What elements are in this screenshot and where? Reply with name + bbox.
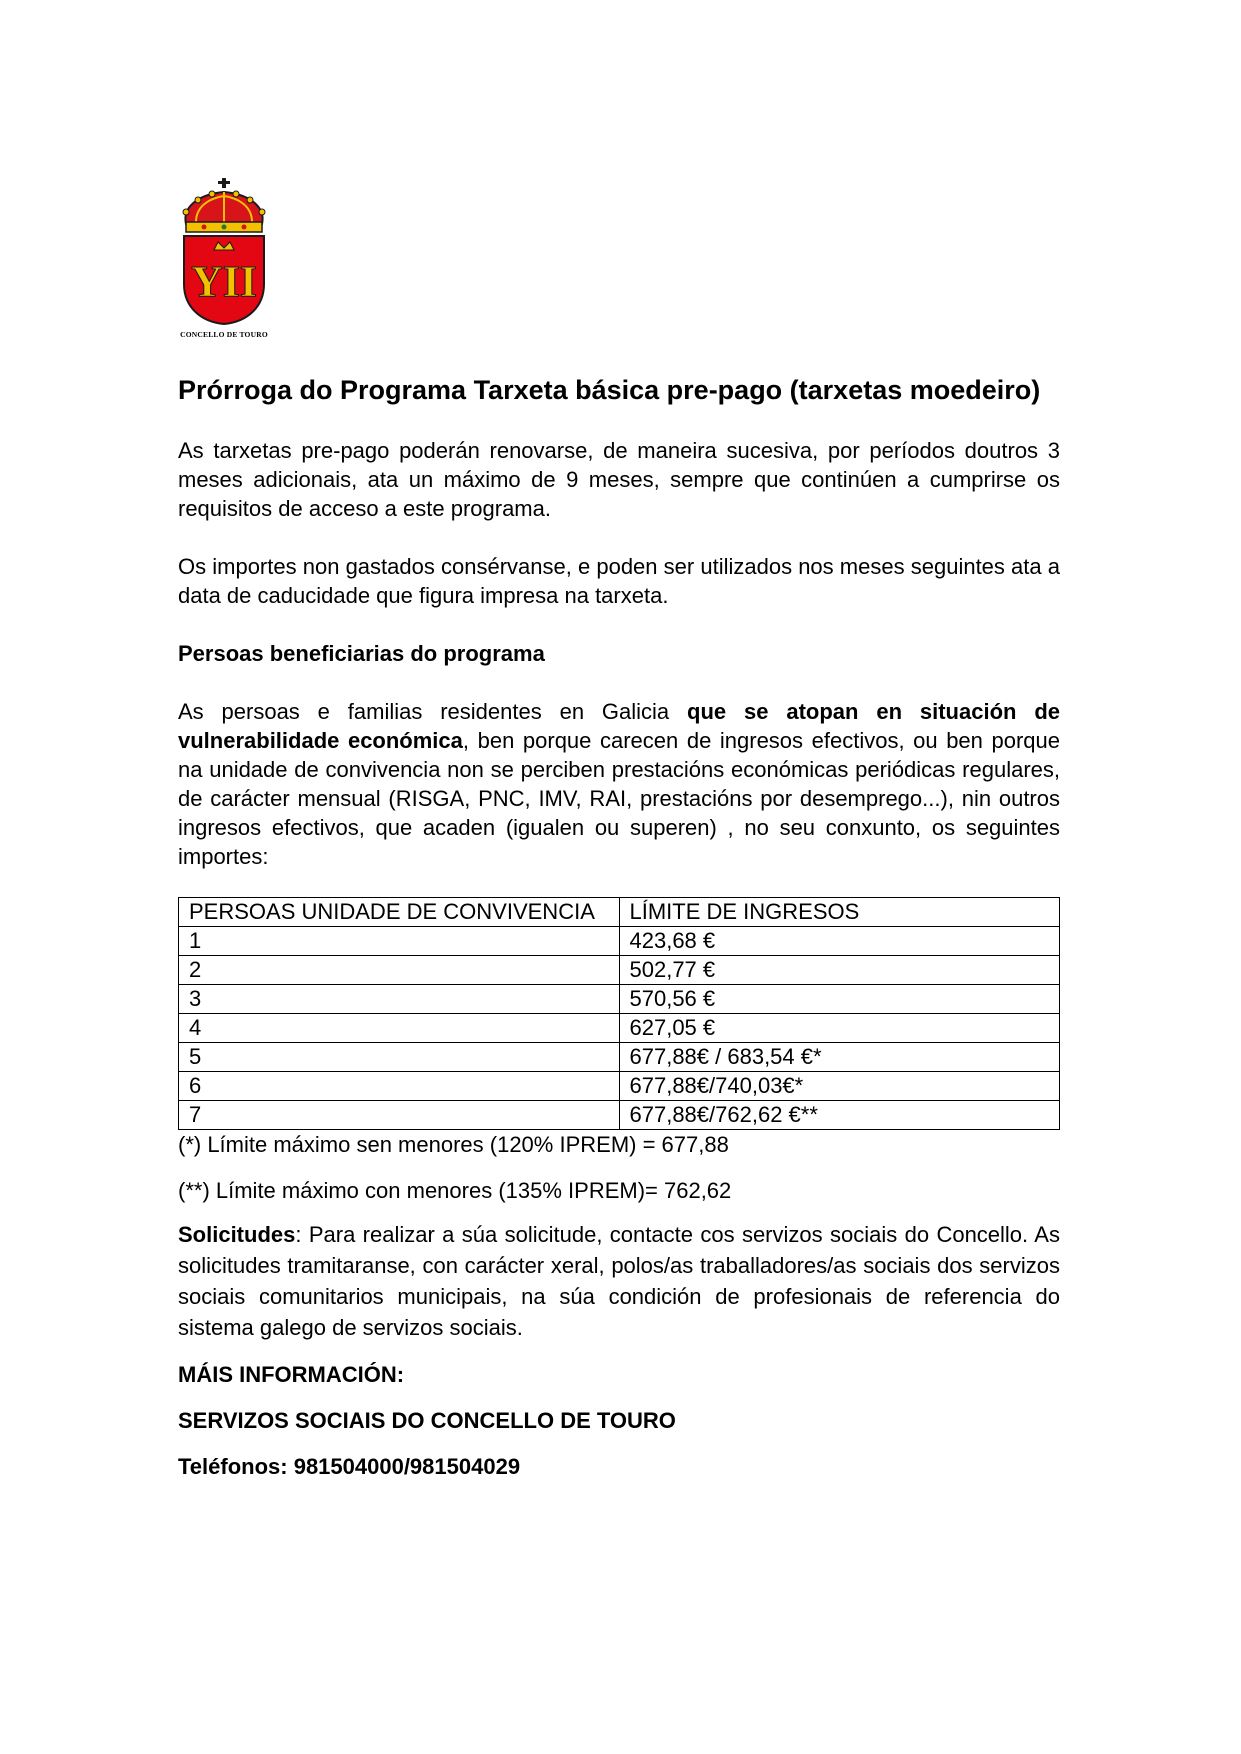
table-cell-persons: 1 [179,927,620,956]
section-heading: Persoas beneficiarias do programa [178,641,545,666]
table-row [179,927,1060,956]
concello-crest [176,176,272,344]
beneficiaries-bold: que se atopan en situación de vulnerabilidade económica [178,699,1060,753]
solicitudes-label: Solicitudes [178,1222,296,1247]
paragraph-unused-amounts: Os importes non gastados consérvanse, e poden ser utilizados nos meses seguintes ata a data de caducidade que figura impresa na tarxeta. [178,554,1060,608]
table-row [179,1014,1060,1043]
department-name: SERVIZOS SOCIAIS DO CONCELLO DE TOURO [178,1408,676,1433]
table-cell-persons: 7 [179,1101,620,1130]
crest-emblem-letters: YII [190,257,258,306]
table-row [179,1043,1060,1072]
table-cell-persons: 5 [179,1043,620,1072]
table-row [179,1072,1060,1101]
solicitudes-text: : Para realizar a súa solicitude, contacte cos servizos sociais do Concello. As solicitudes tramitaranse, con carácter xeral, polos/as traballadores/as sociais dos servizos sociais comunitarios municipais, na súa condición de profesionais de referencia do sistema galego de servizos sociais. [178,1222,1060,1340]
income-limits-table [178,897,1060,1130]
table-cell-persons: 6 [179,1072,620,1101]
page-title: Prórroga do Programa Tarxeta básica pre-pago (tarxetas moedeiro) [178,375,1041,405]
table-cell-limit: 502,77 € [619,956,1060,985]
table-header-row [179,898,1060,927]
table-row [179,985,1060,1014]
table-header-limit: LÍMITE DE INGRESOS [619,898,1060,927]
table-cell-limit: 627,05 € [619,1014,1060,1043]
table-cell-limit: 677,88€ / 683,54 €* [619,1043,1060,1072]
table-cell-persons: 4 [179,1014,620,1043]
note-without-minors: (*) Límite máximo sen menores (120% IPREM) = 677,88 [178,1132,729,1157]
table-cell-limit: 677,88€/740,03€* [619,1072,1060,1101]
table-cell-persons: 2 [179,956,620,985]
crest-caption: CONCELLO DE TOURO [180,330,268,339]
paragraph-beneficiaries [178,697,1060,871]
table-cell-limit: 677,88€/762,62 €** [619,1101,1060,1130]
crest-icon [176,176,272,326]
document-body [178,372,1060,1498]
beneficiaries-lead: As persoas e familias residentes en Galicia [178,699,688,724]
table-cell-limit: 423,68 € [619,927,1060,956]
beneficiaries-rest: , ben porque carecen de ingresos efectivos, ou ben porque na unidade de convivencia non se perciben prestacións económicas periódicas regulares, de carácter mensual (RISGA, PNC, IMV, RAI, prestacións por desemprego...), nin outros ingresos efectivos, que acaden (igualen ou superen) , no seu conxunto, os seguintes importes: [178,728,1060,869]
table-header-persons: PERSOAS UNIDADE DE CONVIVENCIA [179,898,620,927]
paragraph-solicitudes [178,1219,1060,1343]
more-info-heading: MÁIS INFORMACIÓN: [178,1362,405,1387]
note-with-minors: (**) Límite máximo con menores (135% IPREM)= 762,62 [178,1178,732,1203]
table-row [179,956,1060,985]
table-row [179,1101,1060,1130]
contact-phones: Teléfonos: 981504000/981504029 [178,1454,521,1479]
table-cell-persons: 3 [179,985,620,1014]
table-cell-limit: 570,56 € [619,985,1060,1014]
paragraph-renewal: As tarxetas pre-pago poderán renovarse, de maneira sucesiva, por períodos doutros 3 meses adicionais, ata un máximo de 9 meses, sempre que continúen a cumprirse os requisitos de acceso a este programa. [178,438,1060,521]
